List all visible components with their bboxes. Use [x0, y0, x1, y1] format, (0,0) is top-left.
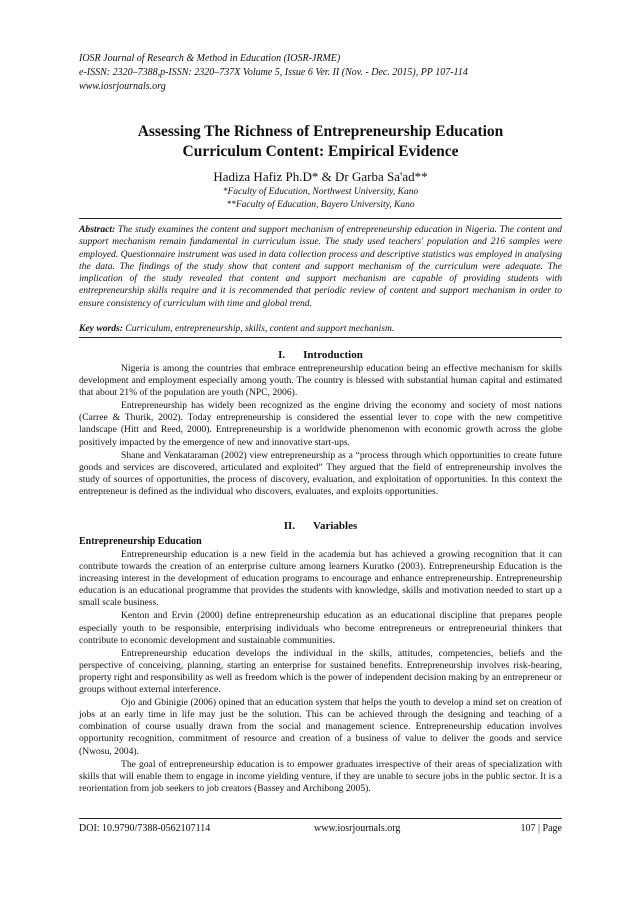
- paragraph: Kenton and Ervin (2000) define entrepreneurship education as an educational discipline that prepares people especially youth to be responsible, enterprising individuals who become entrepreneurs or entrepreneurial thinkers that contribute to economic development and sustainable communities.: [79, 610, 562, 646]
- journal-name: IOSR Journal of Research & Method in Education (IOSR-JRME): [79, 53, 341, 64]
- abstract-label: Abstract:: [79, 224, 116, 235]
- keywords: [79, 323, 562, 335]
- keywords-text: Curriculum, entrepreneurship, skills, content and support mechanism.: [125, 323, 395, 334]
- footer-website: www.iosrjournals.org: [314, 823, 401, 834]
- footer-rule: [79, 818, 562, 819]
- journal-issn: e-ISSN: 2320–7388,p-ISSN: 2320–737X Volume 5, Issue 6 Ver. II (Nov. - Dec. 2015), PP 107-114: [79, 67, 468, 78]
- section-heading-introduction: [79, 349, 562, 362]
- section-number: II.: [283, 520, 296, 532]
- paper-title: [79, 122, 562, 162]
- abstract-top-rule: [79, 218, 562, 219]
- paragraph: Nigeria is among the countries that embrace entrepreneurship education being an effective mechanism for skills development and employment especially among youth. The country is blessed with substantial human capital and estimated that about 21% of the population are youth (NPC, 2006).: [79, 363, 562, 399]
- paragraph: The goal of entrepreneurship education is to empower graduates irrespective of their areas of specialization with skills that will enable them to engage in income yielding venture, if they are unable to secure jobs in the public sector. It is a reorientation from job seekers to job creators (Bassey and Archibong 2005).: [79, 758, 562, 794]
- subheading-entrepreneurship-education: Entrepreneurship Education: [79, 536, 202, 547]
- section-title: Variables: [313, 520, 358, 532]
- introduction-body: [79, 363, 562, 499]
- paper-title-line-1: Assessing The Richness of Entrepreneurship Education: [137, 123, 504, 140]
- affiliation-1: *Faculty of Education, Northwest University, Kano: [222, 187, 419, 197]
- keywords-label: Key words:: [79, 323, 123, 334]
- journal-website: www.iosrjournals.org: [79, 81, 166, 92]
- affiliation-2: **Faculty of Education, Bayero University, Kano: [226, 200, 415, 210]
- paragraph: Entrepreneurship education is a new field in the academia but has achieved a growing recognition that it can contribute towards the creation of an enterprise culture among learners Kuratko (2003). Entrepreneurship Education is the increasing interest in the development of education programs to encourage and enhance entrepreneurship. Entrepreneurship education is an educational programme that provides the students with knowledge, skills and motivation needed to start up a small scale business.: [79, 549, 562, 609]
- paragraph: Entrepreneurship education develops the individual in the skills, attitudes, competencies, beliefs and the perspective of conceiving, planning, starting an enterprise for sustained benefits. Entrepreneurship involves risk-bearing, property right and responsibility as well as freedom which is the power of independent decision making by an entrepreneur or groups without external interference.: [79, 647, 563, 696]
- abstract-text: The study examines the content and support mechanism of entrepreneurship education in Nigeria. The content and support mechanism remain fundamental in curriculum issue. The study used teachers' population and 216 samples were employed. Questionnaire instrument was used in data collection process and descriptive statistics was employed in analysing the data. The findings of the study show that content and support mechanism of the curriculum were adequate. The implication of the study revealed that content and support mechanism are capable of providing students with entrepreneurship skills require and it is recommended that periodic review of content and support mechanism in order to ensure consistency of curriculum with time and global trend.: [79, 224, 562, 309]
- footer-page-number: 107 | Page: [520, 823, 562, 834]
- abstract: [79, 224, 562, 310]
- paragraph: Shane and Venkataraman (2002) view entrepreneurship as a “process through which opportunities to create future goods and services are discovered, articulated and exploited” They argued that the field of entrepreneurship involves the study of sources of opportunities, the process of discovery, evaluation, and exploitation of opportunities. In this context the entrepreneur is defined as the individual who discovers, evaluates, and exploits opportunities.: [79, 449, 562, 497]
- paper-title-line-2: Curriculum Content: Empirical Evidence: [182, 143, 459, 160]
- paragraph: Ojo and Gbinigie (2006) opined that an education system that helps the youth to develop a mind set on creation of jobs at an early time in life may just be the solution. This can be achieved through the designing and teaching of a combination of course usually drawn from the social and management science. Entrepreneurship education involves opportunity recognition, commitment of resource and creation of a business of value to deliver the goods and service (Nwosu, 2004).: [79, 697, 562, 757]
- journal-header: [79, 52, 559, 94]
- footer-doi: DOI: 10.9790/7388-0562107114: [79, 823, 211, 834]
- section-number: I.: [278, 349, 286, 361]
- section-title: Introduction: [303, 349, 363, 361]
- abstract-bottom-rule: [79, 337, 562, 338]
- paragraph: Entrepreneurship has widely been recognized as the engine driving the economy and society of most nations (Carree & Thurik, 2002). Today entrepreneurship is considered the essential lever to cope with the new competitive landscape (Hitt and Reed, 2000). Entrepreneurship is a worldwide phenomenon with economic growth across the globe positively impacted by the emergence of new and innovative start-ups.: [79, 400, 562, 448]
- variables-body: [79, 549, 562, 796]
- section-heading-variables: [79, 520, 562, 533]
- paper-authors: Hadiza Hafiz Ph.D* & Dr Garba Sa'ad**: [213, 169, 428, 184]
